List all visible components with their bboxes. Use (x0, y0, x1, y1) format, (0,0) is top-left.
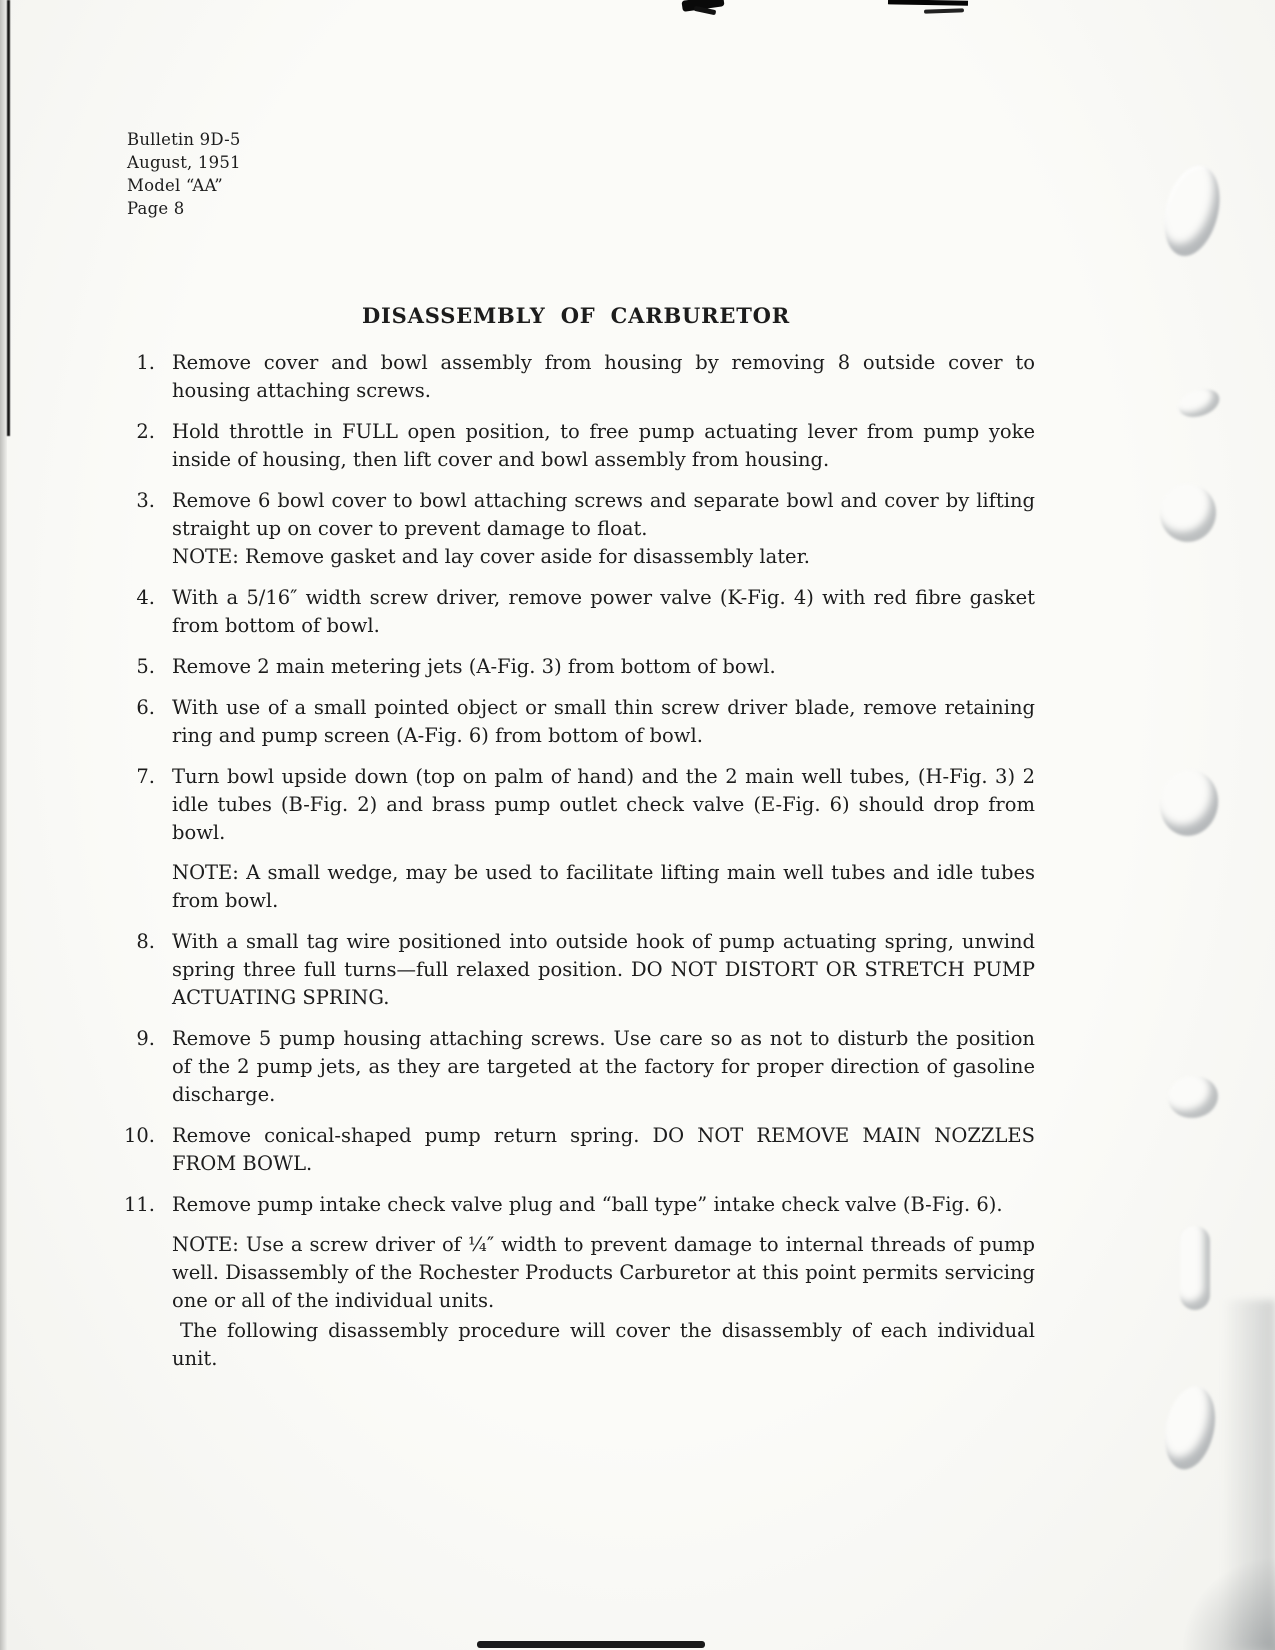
header-date: August, 1951 (127, 153, 241, 172)
step-number: 11. (123, 1193, 155, 1216)
step-text: Remove 6 bowl cover to bowl attaching screws and separate bowl and cover by lifting straight up on cover to prevent damage to float. (172, 489, 1035, 540)
binder-shadow-7 (1158, 1382, 1222, 1474)
header-bulletin: Bulletin 9D-5 (127, 130, 241, 149)
step-text: Remove cover and bowl assembly from housing by removing 8 outside cover to housing attaching screws. (172, 351, 1035, 402)
step-9 (117, 1025, 1035, 1109)
scan-edge-line (7, 0, 10, 436)
step-number: 4. (136, 586, 155, 609)
step-number: 2. (136, 420, 155, 443)
scan-mark-top-3 (924, 8, 964, 13)
binder-shadow-4 (1155, 765, 1224, 840)
step-number: 6. (136, 696, 155, 719)
step-7 (117, 763, 1035, 915)
step-11 (117, 1191, 1035, 1373)
page-title: DISASSEMBLY OF CARBURETOR (362, 303, 790, 328)
header-page-number: Page 8 (127, 199, 185, 218)
step-8 (117, 928, 1035, 1012)
binder-shadow-2 (1175, 384, 1223, 422)
step-note: NOTE: Use a screw driver of ¼″ width to prevent damage to internal threads of pump well. Disassembly of the Rochester Products Carburetor at this point permits servicing one or all of the individual units. (172, 1233, 1035, 1312)
step-5 (117, 653, 1035, 681)
step-text: Remove conical-shaped pump return spring. DO NOT REMOVE MAIN NOZZLES FROM BOWL. (172, 1124, 1035, 1175)
step-number: 1. (136, 351, 155, 374)
scan-edge-strip (0, 0, 7, 1650)
step-text: With use of a small pointed object or small thin screw driver blade, remove retaining ring and pump screen (A-Fig. 6) from bottom of bowl. (172, 696, 1035, 747)
step-number: 5. (136, 655, 155, 678)
binder-shadow-6 (1180, 1226, 1210, 1310)
document-header (127, 128, 241, 220)
scan-shade-corner (1180, 1558, 1275, 1650)
step-2 (117, 418, 1035, 474)
step-followup: The following disassembly procedure will cover the disassembly of each individual unit. (172, 1319, 1035, 1370)
step-text: With a small tag wire positioned into outside hook of pump actuating spring, unwind spring three full turns—full relaxed position. DO NOT DISTORT OR STRETCH PUMP ACTUATING SPRING. (172, 930, 1035, 1009)
binder-shadow-1 (1156, 160, 1229, 262)
scan-mark-bottom (477, 1641, 705, 1648)
step-text: Hold throttle in FULL open position, to free pump actuating lever from pump yoke inside of housing, then lift cover and bowl assembly from housing. (172, 420, 1035, 471)
step-4 (117, 584, 1035, 640)
step-6 (117, 694, 1035, 750)
binder-shadow-5 (1166, 1074, 1220, 1121)
step-1 (117, 349, 1035, 405)
steps-list (117, 349, 1035, 1386)
step-text: Turn bowl upside down (top on palm of hand) and the 2 main well tubes, (H-Fig. 3) 2 idle tubes (B-Fig. 2) and brass pump outlet check valve (E-Fig. 6) should drop from bowl. (172, 765, 1035, 844)
step-3 (117, 487, 1035, 571)
step-10 (117, 1122, 1035, 1178)
step-text: Remove pump intake check valve plug and “ball type” intake check valve (B-Fig. 6). (172, 1193, 1003, 1216)
step-number: 9. (136, 1027, 155, 1050)
header-model: Model “AA” (127, 176, 223, 195)
step-number: 7. (136, 765, 155, 788)
step-number: 8. (136, 930, 155, 953)
scan-mark-top-2 (888, 0, 968, 6)
step-note: NOTE: A small wedge, may be used to facilitate lifting main well tubes and idle tubes from bowl. (172, 861, 1035, 912)
step-text: Remove 2 main metering jets (A-Fig. 3) from bottom of bowl. (172, 655, 776, 678)
step-note: NOTE: Remove gasket and lay cover aside for disassembly later. (172, 545, 810, 568)
step-text: With a 5/16″ width screw driver, remove power valve (K-Fig. 4) with red fibre gasket from bottom of bowl. (172, 586, 1035, 637)
step-number: 10. (123, 1124, 155, 1147)
step-number: 3. (136, 489, 155, 512)
step-text: Remove 5 pump housing attaching screws. Use care so as not to disturb the position of the 2 pump jets, as they are targeted at the factory for proper direction of gasoline discharge. (172, 1027, 1035, 1106)
binder-shadow-3 (1156, 480, 1220, 545)
